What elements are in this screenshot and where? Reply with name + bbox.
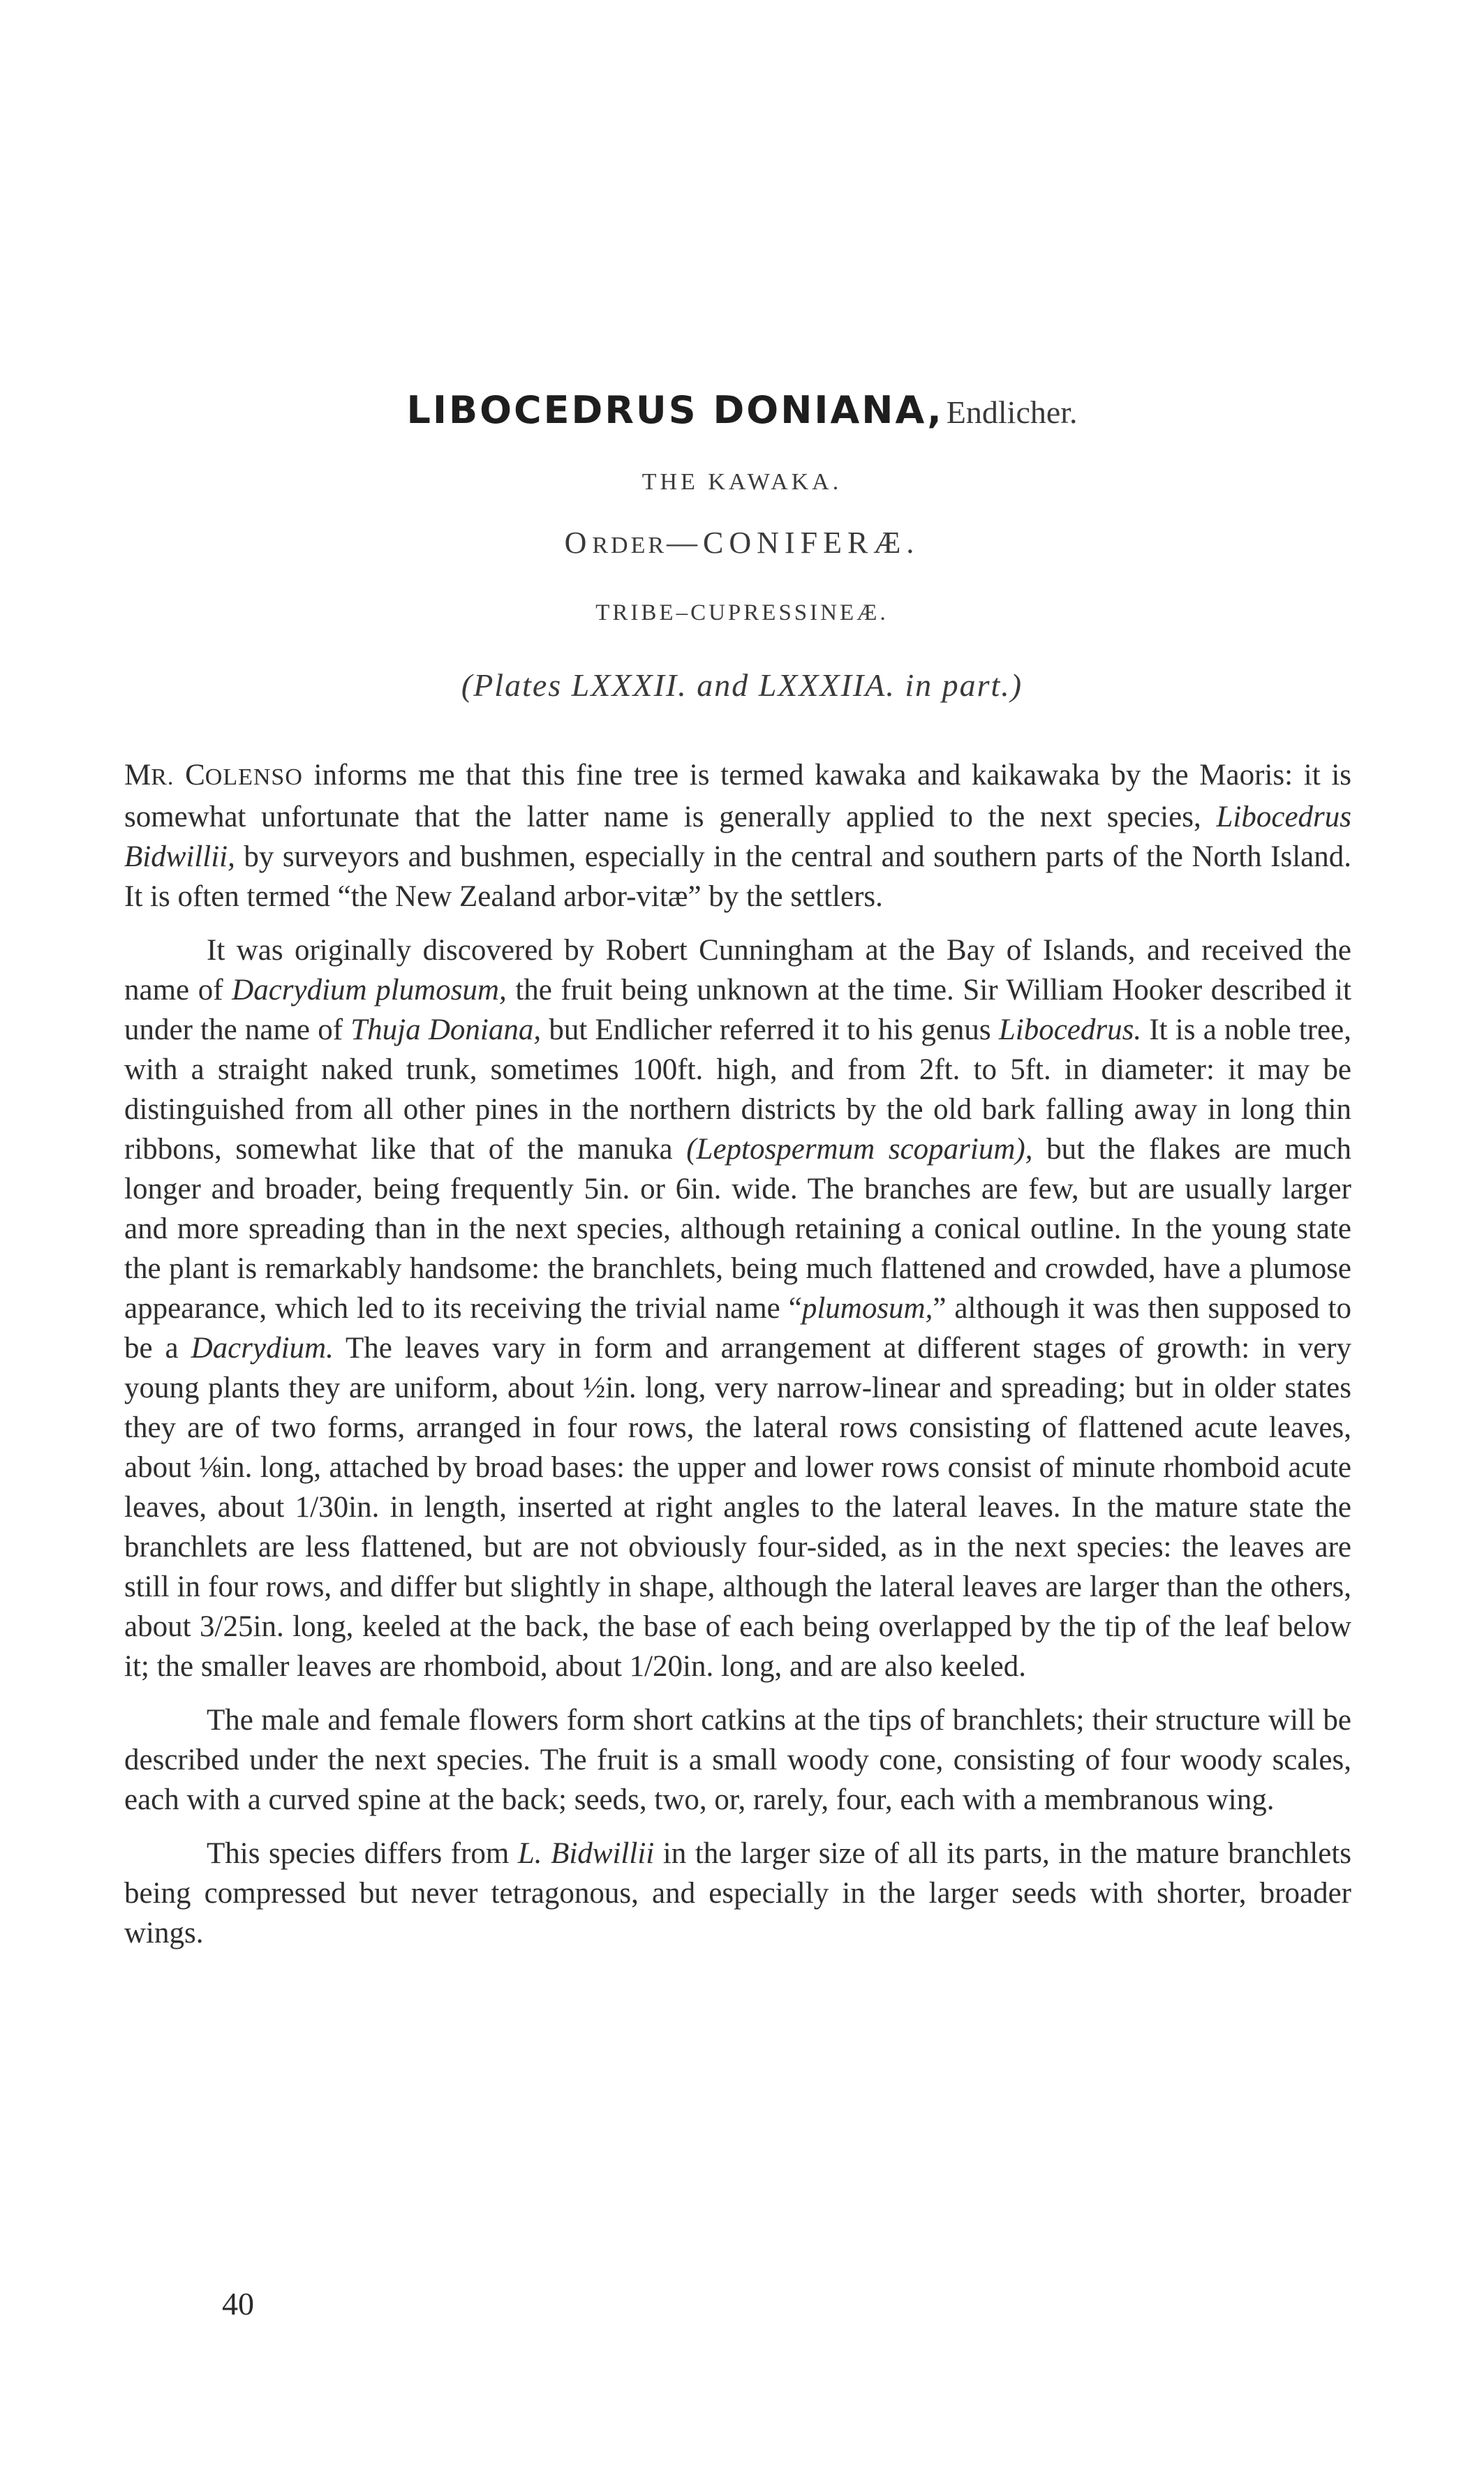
text-run: but Endlicher referred it to his genus <box>541 1013 999 1046</box>
colenso-rest: OLENSO <box>205 764 303 790</box>
italic-run: L. Bidwillii <box>517 1837 655 1870</box>
paragraph-2 <box>124 930 1351 1686</box>
text-run: the fruit being unknown at the time. Sir William Hooker described it under the name of <box>124 974 1351 1046</box>
text-run: It was originally discovered by Robert Cunningham at the Bay of Islands, and received the name of <box>124 934 1351 1007</box>
mr-initial: M <box>124 759 151 792</box>
italic-run: Libocedrus Bidwillii, <box>124 801 1351 873</box>
order-heading <box>0 525 1484 560</box>
italic-run: Thuja Doniana, <box>350 1013 542 1046</box>
text-run: ” although it was then supposed to be a <box>124 1292 1352 1365</box>
text-run: The leaves vary in form and arrangement at different stages of growth: in very young plants they are uniform, about ½in. long, very narrow-linear and spreading; but in older states they are of two forms, arranged in four rows, the lateral rows consisting of flattened acute leaves, about ⅛in. long, attached by broad bases: the upper and lower rows consist of minute rhomboid acute leaves, about 1/30in. in length, inserted at right angles to the lateral leaves. In the mature state the branchlets are less flattened, but are not obviously four-sided, as in the next species: the leaves are still in four rows, and differ but slightly in shape, although the lateral leaves are larger than the others, about 3/25in. long, keeled at the back, the base of each being overlapped by the tip of the leaf below it; the smaller leaves are rhomboid, about 1/20in. long, and are also keeled. <box>124 1332 1352 1683</box>
paragraph-4 <box>124 1834 1351 1953</box>
text-run: It is a noble tree, with a straight naked trunk, sometimes 100ft. high, and from 2ft. to 5ft. in diameter: it may be distinguished from all other pines in the northern districts by the old bark falling away in long thin ribbons, somewhat like that of the manuka <box>124 1013 1351 1166</box>
text-run: but the flakes are much longer and broader, being frequently 5in. or 6in. wide. The branches are few, but are usually larger and more spreading than in the next species, although retaining a conical outline. In the young state the plant is remarkably handsome: the branchlets, being much flattened and crowded, have a plumose appearance, which led to its receiving the trivial name “ <box>124 1133 1351 1325</box>
italic-run: Dacrydium plumosum, <box>232 974 507 1007</box>
tribe-heading: TRIBE–CUPRESSINEÆ. <box>595 600 889 625</box>
paragraph-1 <box>124 755 1351 916</box>
text-run: in the larger size of all its parts, in the mature branchlets being compressed but never tetragonous, and especially in the larger seeds with shorter, broader wings. <box>124 1837 1352 1950</box>
species-name: LIBOCEDRUS DONIANA, <box>406 388 944 432</box>
text-run: informs me that this fine tree is termed kawaka and kaikawaka by the Maoris: it is somewhat unfortunate that the latter name is generally applied to the next species, <box>124 759 1351 833</box>
page-number: 40 <box>222 2286 254 2322</box>
italic-run: Dacrydium. <box>191 1332 334 1365</box>
text-run: by surveyors and bushmen, especially in the central and southern parts of the North Island. It is often termed “the New Zealand arbor-vitæ” by the settlers. <box>124 840 1351 913</box>
text-run: This species differs from <box>207 1837 518 1870</box>
species-title <box>0 383 1484 448</box>
order-name: —CONIFERÆ. <box>667 526 920 560</box>
italic-run: (Leptospermum scoparium), <box>686 1133 1033 1166</box>
species-author: Endlicher. <box>946 394 1078 430</box>
order-prefix-rest: RDER <box>592 533 667 558</box>
italic-run: plumosum, <box>801 1292 933 1325</box>
paragraph-3 <box>124 1700 1351 1820</box>
common-name: THE KAWAKA. <box>641 469 843 495</box>
plates-reference: (Plates LXXXII. and LXXXIIA. in part.) <box>461 667 1023 703</box>
mr-rest: R. <box>151 764 175 790</box>
colenso-initial: C <box>185 759 205 792</box>
italic-run: Libocedrus. <box>998 1013 1142 1046</box>
body-text <box>124 755 1351 1967</box>
order-prefix-initial: O <box>564 526 593 560</box>
text-run: The male and female flowers form short catkins at the tips of branchlets; their structure will be described under the next species. The fruit is a small woody cone, consisting of four woody scales, each with a curved spine at the back; seeds, two, or, rarely, four, each with a membranous wing. <box>124 1704 1351 1816</box>
